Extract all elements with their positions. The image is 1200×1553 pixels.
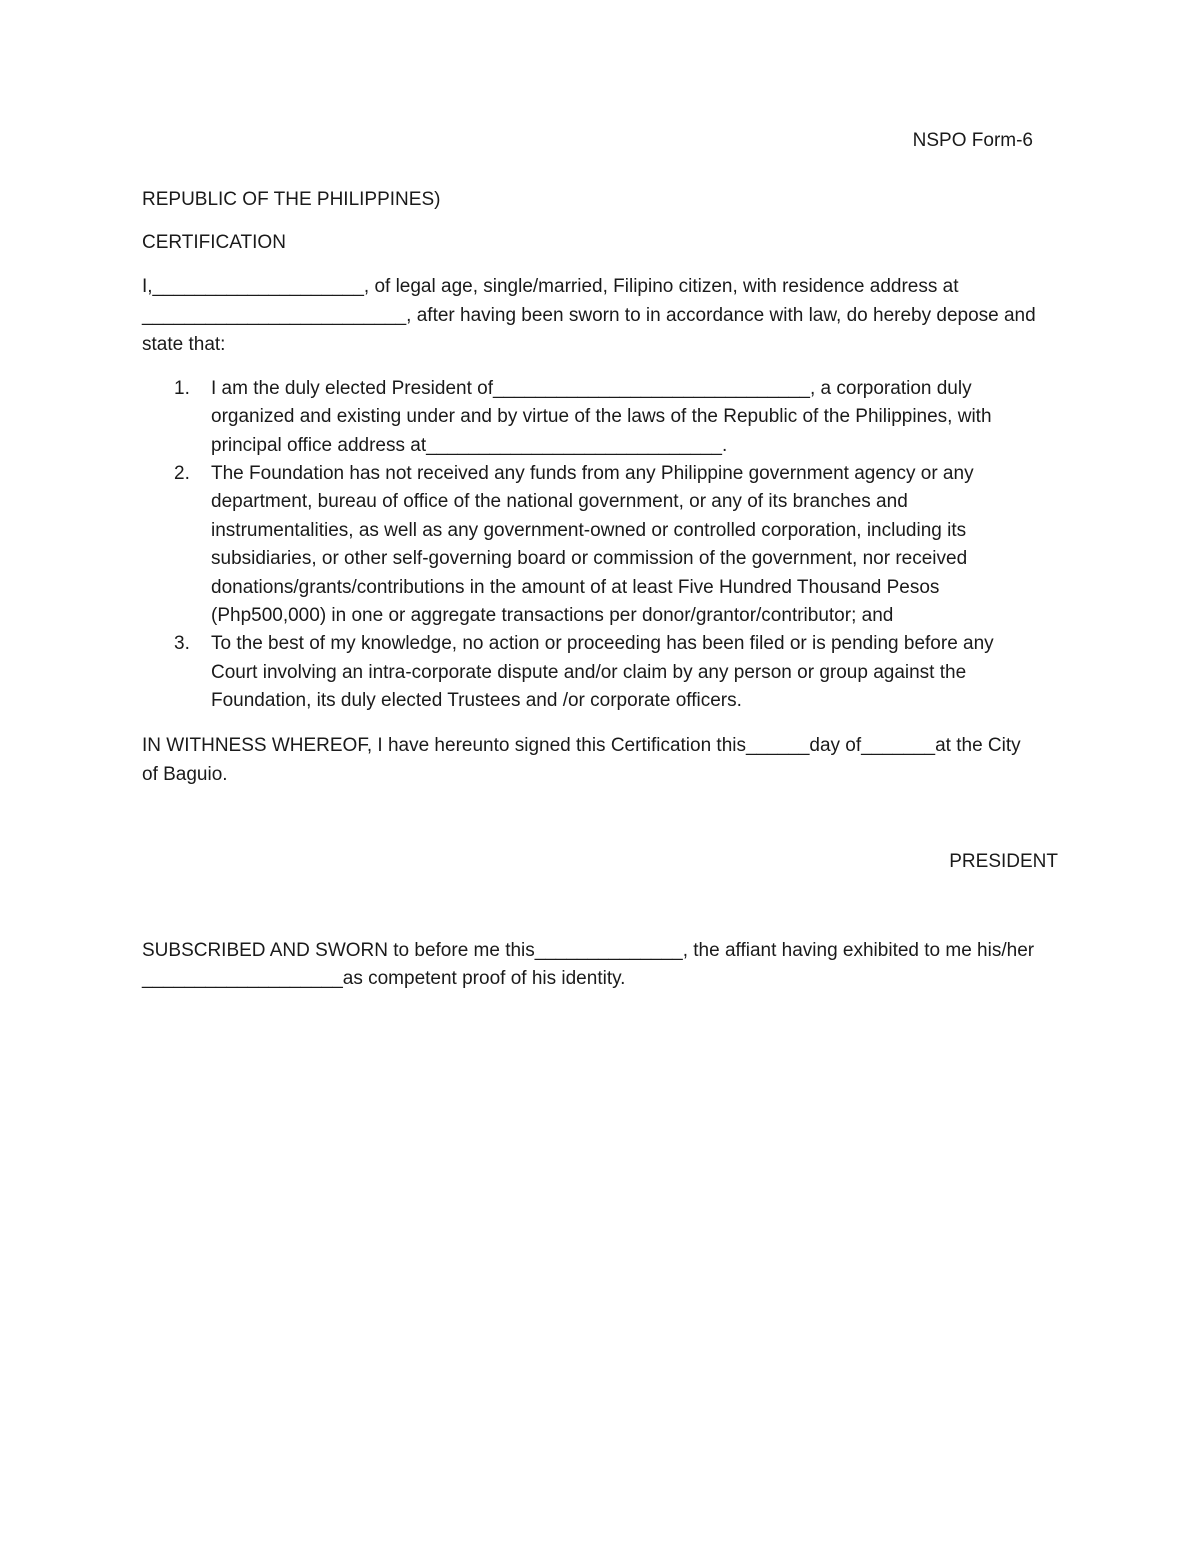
intro-line-1: I,____________________, of legal age, single/married, Filipino citizen, with residence address at: [142, 276, 959, 297]
jurat-line-2: ___________________as competent proof of his identity.: [142, 968, 626, 989]
document-header: REPUBLIC OF THE PHILIPPINES): [142, 189, 441, 210]
list-item-number: 2.: [174, 463, 190, 484]
list-item-line: I am the duly elected President of______________________________, a corporation duly: [211, 378, 972, 399]
list-item-line: (Php500,000) in one or aggregate transactions per donor/grantor/contributor; and: [211, 605, 894, 626]
list-item-line: instrumentalities, as well as any government-owned or controlled corporation, including its: [211, 520, 967, 541]
list-item-line: Court involving an intra-corporate dispute and/or claim by any person or group against the: [211, 662, 967, 683]
list-item-line: principal office address at____________________________.: [211, 435, 728, 456]
list-item-number: 1.: [174, 378, 190, 399]
witness-line-2: of Baguio.: [142, 764, 228, 785]
witness-line-1: IN WITHNESS WHEREOF, I have hereunto signed this Certification this______day of_______at the City: [142, 735, 1021, 756]
list-item-line: To the best of my knowledge, no action or proceeding has been filed or is pending before any: [211, 633, 994, 654]
list-item-line: The Foundation has not received any funds from any Philippine government agency or any: [211, 463, 974, 484]
jurat-line-1: SUBSCRIBED AND SWORN to before me this______________, the affiant having exhibited to me his/her: [142, 940, 1035, 961]
list-item-line: department, bureau of office of the national government, or any of its branches and: [211, 491, 908, 512]
form-id: NSPO Form-6: [912, 130, 1033, 151]
list-item-line: donations/grants/contributions in the amount of at least Five Hundred Thousand Pesos: [211, 577, 940, 598]
list-item-line: subsidiaries, or other self-governing board or commission of the government, nor received: [211, 548, 968, 569]
list-item-number: 3.: [174, 633, 190, 654]
signatory-title: PRESIDENT: [949, 851, 1058, 872]
list-item-line: organized and existing under and by virtue of the laws of the Republic of the Philippines, with: [211, 406, 992, 427]
document-title: CERTIFICATION: [142, 232, 286, 253]
intro-line-2: _________________________, after having been sworn to in accordance with law, do hereby depose and: [142, 305, 1036, 326]
list-item-line: Foundation, its duly elected Trustees and /or corporate officers.: [211, 690, 742, 711]
intro-line-3: state that:: [142, 334, 226, 355]
